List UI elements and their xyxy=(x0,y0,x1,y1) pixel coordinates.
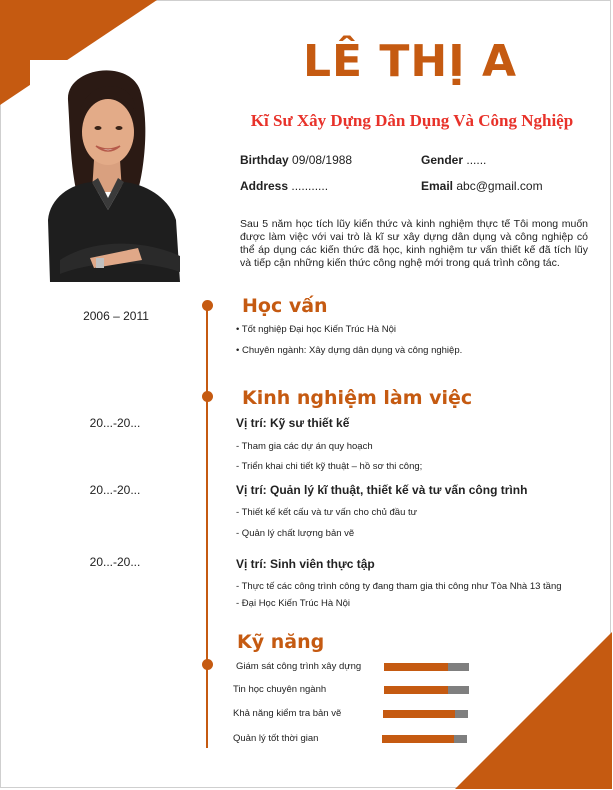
education-date: 2006 – 2011 xyxy=(83,309,149,323)
job-role: Vị trí: Quản lý kĩ thuật, thiết kế và tư vấn công trình xyxy=(236,483,528,497)
education-item: • Tốt nghiệp Đại học Kiến Trúc Hà Nội xyxy=(236,324,396,335)
skill-bar xyxy=(382,735,467,743)
skill-bar-fill xyxy=(384,686,448,694)
email-value: abc@gmail.com xyxy=(456,179,543,193)
timeline-dot-skills xyxy=(202,659,213,670)
timeline-dot-experience xyxy=(202,391,213,402)
job-date: 20...-20... xyxy=(89,483,141,497)
gender-field xyxy=(421,153,486,167)
skill-bar-fill xyxy=(383,710,455,718)
education-item: • Chuyên ngành: Xây dựng dân dụng và công nghiệp. xyxy=(236,345,463,356)
email-label: Email xyxy=(421,179,454,193)
email-field xyxy=(421,179,543,193)
birthday-value: 09/08/1988 xyxy=(292,153,353,167)
skill-label: Giám sát công trình xây dựng xyxy=(236,661,362,672)
skill-label: Quản lý tốt thời gian xyxy=(233,733,319,744)
address-value: ........... xyxy=(291,179,329,193)
skill-label: Khả năng kiểm tra bản vẽ xyxy=(233,708,342,719)
job-title: Kĩ Sư Xây Dựng Dân Dụng Và Công Nghiệp xyxy=(250,111,574,130)
job-role: Vị trí: Sinh viên thực tập xyxy=(236,557,375,571)
job-duty: - Thực tế các công trình công ty đang tham gia thi công như Tòa Nhà 13 tầng xyxy=(236,581,562,592)
job-role: Vị trí: Kỹ sư thiết kế xyxy=(236,416,350,430)
experience-heading: Kinh nghiệm làm việc xyxy=(242,387,473,409)
profile-photo xyxy=(30,60,198,282)
job-duty: - Tham gia các dự án quy hoạch xyxy=(236,441,373,452)
bottom-right-corner-decoration xyxy=(455,632,613,790)
job-duty: - Triển khai chi tiết kỹ thuật – hồ sơ thi công; xyxy=(236,461,423,472)
education-heading: Học vấn xyxy=(242,295,328,317)
skills-heading: Kỹ năng xyxy=(237,631,325,653)
job-date: 20...-20... xyxy=(89,416,141,430)
skill-bar xyxy=(384,686,469,694)
skill-bar xyxy=(383,710,468,718)
job-duty: - Thiết kế kết cấu và tư vấn cho chủ đầu tư xyxy=(236,507,418,518)
timeline-line xyxy=(206,305,208,748)
career-summary: Sau 5 năm học tích lũy kiến thức và kinh nghiệm thực tế Tôi mong muốn được làm việc với vai trò là kĩ sư xây dựng dân dụng và công nghiệp có thể áp dụng các kiến thức đã học, kinh nghiệm tư vấn thiết kế đã tích lũy và tiếp cận những kiến thức công nghệ mới trong quá trình công tác. xyxy=(240,218,588,269)
birthday-label: Birthday xyxy=(240,153,289,167)
birthday-field xyxy=(240,153,352,167)
skill-bar-fill xyxy=(382,735,454,743)
skill-bar-fill xyxy=(384,663,448,671)
skill-label: Tin học chuyên ngành xyxy=(233,684,327,695)
job-date: 20...-20... xyxy=(89,555,141,569)
job-duty: - Quản lý chất lượng bản vẽ xyxy=(236,528,355,539)
gender-value: ...... xyxy=(466,153,487,167)
gender-label: Gender xyxy=(421,153,464,167)
address-label: Address xyxy=(240,179,289,193)
address-field xyxy=(240,179,328,193)
candidate-name: LÊ THỊ A xyxy=(303,36,517,87)
timeline-dot-education xyxy=(202,300,213,311)
skill-bar xyxy=(384,663,469,671)
job-duty: - Đại Học Kiến Trúc Hà Nội xyxy=(236,598,351,609)
